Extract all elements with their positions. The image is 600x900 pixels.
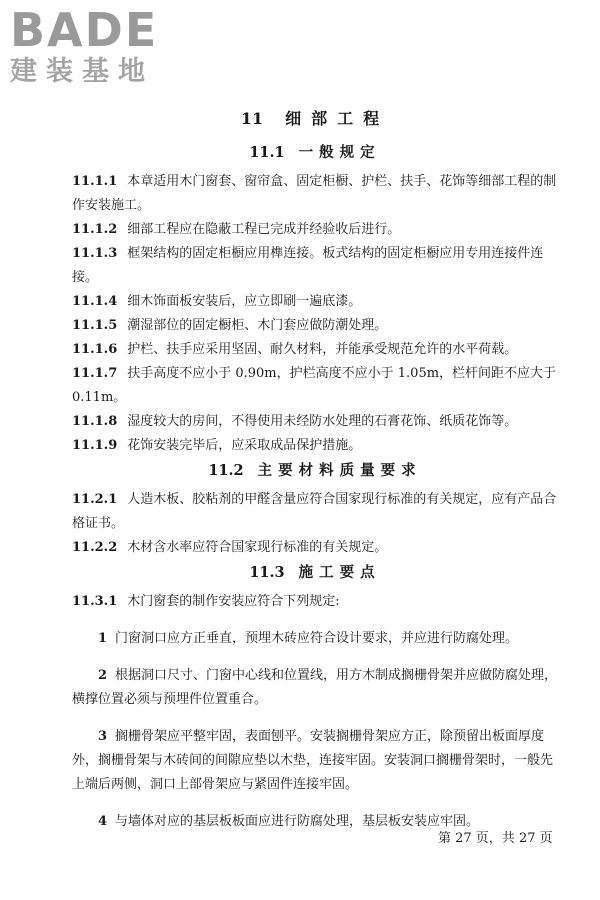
clause-11-1-9 (72, 434, 558, 458)
subclause-text: 根据洞口尺寸、门窗中心线和位置线，用方木制成搁栅骨架并应做防腐处理，横撑位置必须与预埋件位置重合。 (72, 668, 558, 707)
clause-text: 框架结构的固定柜橱应用榫连接。板式结构的固定柜橱应用专用连接件连接。 (72, 246, 544, 285)
subclause-text: 搁栅骨架应平整牢固，表面刨平。安装搁栅骨架应方正，除预留出板面厚度外，搁栅骨架与木砖间的间隙应垫以木垫，连接牢固。安装洞口搁栅骨架时，一般先上端后两侧，洞口上部骨架应与紧固件连接牢固。 (72, 729, 554, 792)
section-number: 11.3 (249, 564, 285, 581)
section-heading-11-1 (72, 142, 558, 164)
clause-number: 11.2.1 (72, 492, 118, 507)
clause-text: 潮湿部位的固定橱柜、木门套应做防潮处理。 (127, 318, 388, 333)
chapter-heading (72, 108, 558, 130)
bade-logo (10, 3, 180, 88)
clause-text: 人造木板、胶粘剂的甲醛含量应符合国家现行标准的有关规定，应有产品合格证书。 (72, 492, 557, 531)
clause-text: 花饰安装完毕后，应采取成品保护措施。 (127, 438, 362, 453)
logo-subtitle: 建装基地 (10, 56, 154, 87)
chapter-title: 细部工程 (285, 109, 390, 128)
clause-text: 本章适用木门窗套、窗帘盒、固定柜橱、护栏、扶手、花饰等细部工程的制作安装施工。 (72, 174, 557, 213)
clause-number: 11.1.6 (72, 342, 118, 357)
clause-11-1-2 (72, 218, 558, 242)
clause-number: 11.1.3 (72, 246, 118, 261)
clause-text: 细木饰面板安装后，应立即刷一遍底漆。 (127, 294, 362, 309)
clause-11-1-7 (72, 362, 558, 410)
page-number: 第 27 页，共 27 页 (438, 831, 553, 846)
clause-text: 扶手高度不应小于 0.90m，护栏高度不应小于 1.05m，栏杆间距不应大于 0.11m。 (72, 366, 557, 405)
clause-11-1-4 (72, 290, 558, 314)
section-number: 11.1 (249, 144, 285, 161)
clause-11-2-1 (72, 488, 558, 536)
clause-number: 11.1.5 (72, 318, 118, 333)
section-title: 主要材料质量要求 (257, 462, 422, 479)
clause-11-1-6 (72, 338, 558, 362)
subclause-text: 门窗洞口应方正垂直，预埋木砖应符合设计要求，并应进行防腐处理。 (115, 631, 519, 646)
chapter-number: 11 (240, 109, 264, 128)
subclause-text: 与墙体对应的基层板板面应进行防腐处理，基层板安装应牢固。 (115, 814, 480, 829)
clause-number: 11.2.2 (72, 540, 118, 555)
clause-number: 11.1.4 (72, 294, 118, 309)
subclause-2 (72, 664, 558, 712)
clause-text: 护栏、扶手应采用坚固、耐久材料，并能承受规范允许的水平荷载。 (127, 342, 518, 357)
clause-number: 11.3.1 (72, 594, 118, 609)
section-number: 11.2 (208, 462, 244, 479)
clause-text: 细部工程应在隐蔽工程已完成并经验收后进行。 (127, 222, 401, 237)
clause-11-1-1 (72, 170, 558, 218)
clause-text: 木材含水率应符合国家现行标准的有关规定。 (127, 540, 388, 555)
document-body (72, 108, 558, 847)
subclause-number: 4 (98, 814, 108, 829)
logo-wordmark: BADE (10, 3, 159, 57)
clause-number: 11.1.1 (72, 174, 118, 189)
subclause-number: 1 (98, 631, 108, 646)
clause-number: 11.1.8 (72, 414, 118, 429)
section-heading-11-3 (72, 562, 558, 584)
subclause-1 (72, 627, 558, 651)
clause-11-2-2 (72, 536, 558, 560)
subclause-number: 2 (98, 668, 108, 683)
clause-text: 木门窗套的制作安装应符合下列规定: (127, 594, 340, 609)
clause-text: 湿度较大的房间，不得使用未经防水处理的石膏花饰、纸质花饰等。 (127, 414, 518, 429)
clause-11-3-1 (72, 590, 558, 614)
clause-11-1-8 (72, 410, 558, 434)
subclause-number: 3 (98, 729, 108, 744)
clause-number: 11.1.7 (72, 366, 118, 381)
clause-11-1-3 (72, 242, 558, 290)
section-title: 一般规定 (298, 144, 381, 161)
subclause-3 (72, 725, 558, 797)
clause-number: 11.1.2 (72, 222, 118, 237)
section-heading-11-2 (72, 460, 558, 482)
section-title: 施工要点 (298, 564, 381, 581)
clause-number: 11.1.9 (72, 438, 118, 453)
clause-11-1-5 (72, 314, 558, 338)
